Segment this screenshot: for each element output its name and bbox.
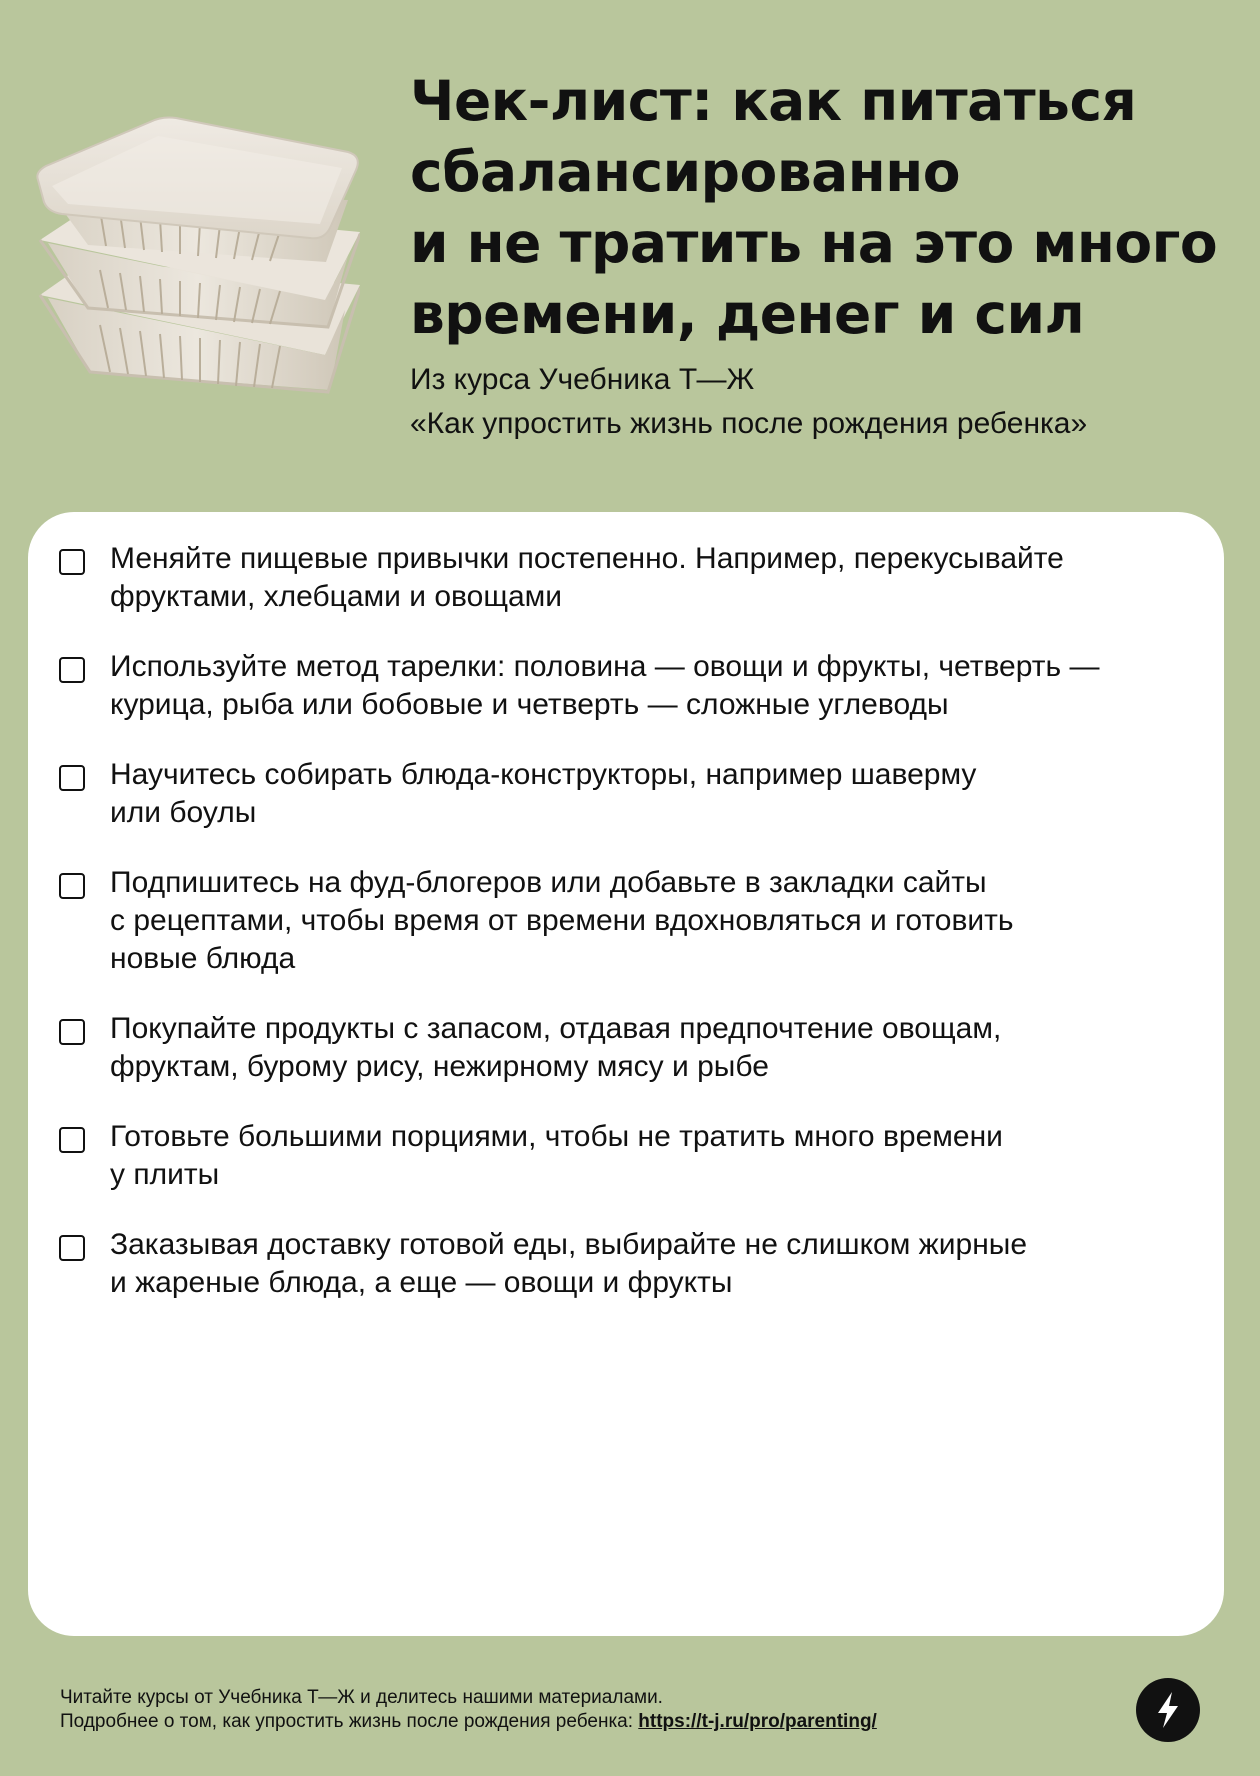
checkbox[interactable]	[59, 873, 85, 899]
checkbox[interactable]	[59, 549, 85, 575]
checklist-item-text: Меняйте пищевые привычки постепенно. Например, перекусывайте фруктами, хлебцами и овощами	[110, 542, 1064, 613]
checkbox[interactable]	[59, 765, 85, 791]
checklist-item-text: Заказывая доставку готовой еды, выбирайте не слишком жирные и жареные блюда, а еще — овощи и фрукты	[110, 1228, 1028, 1299]
checklist-card	[28, 512, 1224, 1636]
footer-more-line	[60, 1710, 1110, 1734]
checkbox[interactable]	[59, 1127, 85, 1153]
checklist-item	[28, 540, 1224, 616]
checklist-item-text: Покупайте продукты с запасом, отдавая предпочтение овощам, фруктам, бурому рису, нежирному мясу и рыбе	[110, 1012, 1002, 1083]
footer	[60, 1686, 1110, 1734]
checklist-item	[28, 756, 1224, 832]
page-title: Чек-лист: как питаться сбалансированно и не тратить на это много времени, денег и сил	[410, 69, 1218, 346]
checklist-item	[28, 1226, 1224, 1302]
checklist-item	[28, 1118, 1224, 1194]
checklist-item	[28, 1010, 1224, 1086]
course-link[interactable]: https://t-j.ru/pro/parenting/	[638, 1711, 877, 1732]
checklist-item-text: Используйте метод тарелки: половина — овощи и фрукты, четверть — курица, рыба или бобовые и четверть — сложные углеводы	[110, 650, 1100, 721]
footer-more-text: Подробнее о том, как упростить жизнь после рождения ребенка:	[60, 1711, 639, 1732]
checklist-item-text: Научитесь собирать блюда-конструкторы, например шаверму или боулы	[110, 758, 977, 829]
stacked-food-containers-icon	[30, 110, 360, 400]
checklist-item-text: Подпишитесь на фуд-блогеров или добавьте в закладки сайты с рецептами, чтобы время от времени вдохновляться и готовить новые блюда	[110, 866, 1014, 975]
footer-note: Читайте курсы от Учебника Т—Ж и делитесь нашими материалами.	[60, 1687, 663, 1708]
checkbox[interactable]	[59, 1019, 85, 1045]
page-subtitle: Из курса Учебника Т—Ж «Как упростить жизнь после рождения ребенка»	[410, 363, 1088, 440]
lightning-bolt-icon	[1136, 1678, 1200, 1742]
checklist	[28, 540, 1224, 1334]
checklist-item-text: Готовьте большими порциями, чтобы не тратить много времени у плиты	[110, 1120, 1003, 1191]
checkbox[interactable]	[59, 657, 85, 683]
checklist-item	[28, 648, 1224, 724]
checkbox[interactable]	[59, 1235, 85, 1261]
checklist-item	[28, 864, 1224, 978]
